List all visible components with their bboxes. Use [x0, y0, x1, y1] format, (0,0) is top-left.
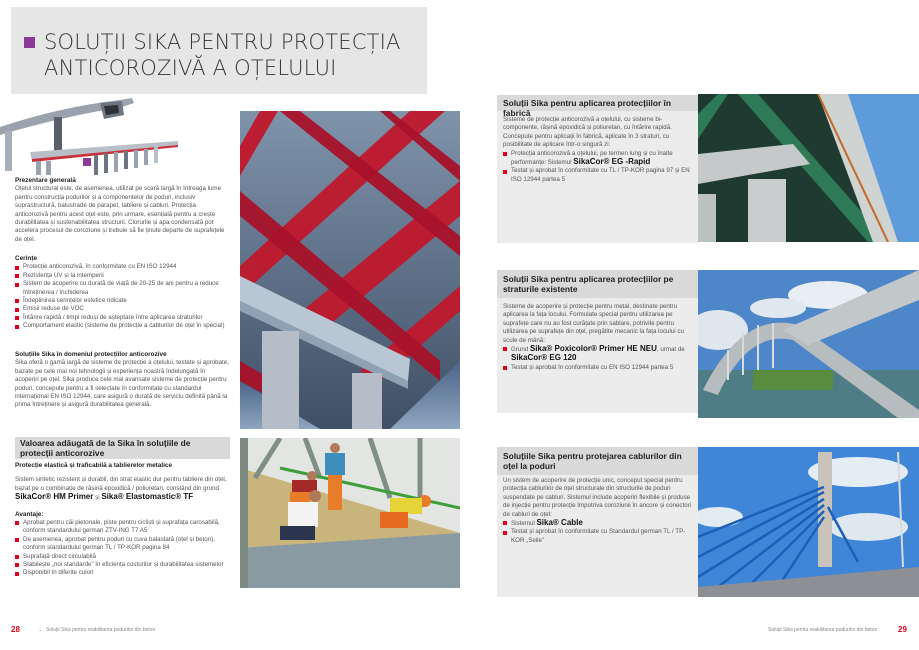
added-value-body: Sistem sintetic rezistent și durabil, din strat elastic dur pentru tabliere din oțel, bazat pe o combinație de rășină epoxidică / poliuretan, constând din grund	[15, 476, 227, 492]
requirement-item: Emisii reduse de VOC	[15, 305, 230, 313]
advantage-item: Aprobat pentru căi pietonale, piste pentru cicliști și suprafața carosabilă, conform standardului german ZTV-ING T7 A5	[15, 519, 230, 536]
workers-coating-image	[240, 438, 460, 588]
cable-stayed-bridge-image	[698, 447, 919, 597]
added-value-heading: Valoarea adăugată de la Sika în soluțiile de protecții anticorozive	[20, 438, 191, 458]
requirement-item: Protecție anticorozivă, în conformitate cu EN ISO 12944	[15, 263, 230, 271]
section-list	[503, 519, 692, 545]
section-heading: Soluții Sika pentru aplicarea protecțiilor în fabrică	[497, 95, 698, 111]
requirements-list	[15, 263, 230, 330]
section-text: Sisteme de protecție anticorozivă a oțelului, cu sisteme bi-componente, rășină epoxidică și poliuretan, cu întărire rapidă. Concepute pentru aplicații în fabrică, aplicate în 3 straturi, cu posibilitate de aplicare într-o singură zi:	[503, 116, 672, 149]
requirements-section	[15, 255, 230, 331]
requirement-item: Întărire rapidă / timpi reduși de așteptare între aplicarea straturilor	[15, 314, 230, 322]
title-line-1: SOLUȚII SIKA PENTRU PROTECȚIA	[44, 30, 401, 54]
section-item	[503, 345, 692, 364]
steel-girders-image	[240, 111, 460, 429]
section-item	[503, 519, 692, 528]
page-number-right: 29	[898, 625, 907, 634]
advantage-item: Suprafață direct circulabilă	[15, 553, 230, 561]
section-item: Testat și aprobat în conformitate cu TL / TP-KOR pagina 97 și EN ISO 12944 partea 5	[503, 167, 692, 184]
title-accent-square	[24, 37, 35, 48]
section-item: Testat și aprobat în conformitate cu EN ISO 12944 partea 5	[503, 364, 692, 372]
overview-section	[15, 177, 230, 244]
product-sikacor-eg-120: SikaCor® EG 120	[511, 353, 577, 363]
footer-text-left: Soluții Sika pentru reabilitarea podurilor din beton	[46, 627, 156, 633]
bridge-diagram-image	[0, 95, 180, 175]
added-value-heading-box	[15, 437, 230, 459]
section-text: Sisteme de acoperire și protecție pentru metal, destinate pentru aplicarea la fața locului. Formulate special pentru utilizarea pe suprafețe care nu au fost curățate prin sablare, potrivite pentru utilizarea pe suprafețe din oțel, pregătite mecanic la fața locului cu scule de mână:	[503, 303, 684, 344]
item-text: Grund	[511, 346, 529, 354]
section-item: Testat și aprobat în conformitate cu Standardul german TL / TP-KOR „Seile”	[503, 528, 692, 545]
advantages-list	[15, 519, 230, 578]
product-sika-elastomastic-tf: Sika® Elastomastic® TF	[101, 492, 194, 502]
requirement-item: Comportament elastic (sisteme de protecție a cablurilor de oțel în special)	[15, 322, 230, 330]
product-sika-poxicolor-primer: Sika® Poxicolor® Primer HE NEU	[529, 344, 657, 354]
page-number-left: 28	[11, 625, 20, 634]
solutions-section	[15, 351, 230, 410]
section-text: Un sistem de acoperire de protecție unic, conceput special pentru protecția cablurilor de oțel structurale din structurile de poduri suspendate pe cabluri. Sistemul include acoperiri flexibile și produse de injecție pentru protecție împotriva coroziunii în ancore și conectori de cabluri de oțel:	[503, 477, 692, 518]
section-item	[503, 150, 692, 168]
added-value-text	[15, 476, 230, 502]
requirement-item: Îndeplinirea cerințelor estetice ridicate	[15, 297, 230, 305]
footer-text-right: Soluții Sika pentru reabilitarea podurilor din beton	[768, 627, 878, 633]
green-truss-bridge-image	[698, 94, 919, 242]
section-cable-protection	[497, 447, 698, 597]
section-list	[503, 345, 692, 372]
title-box	[11, 7, 427, 94]
overview-text: Oțelul structural este, de asemenea, utilizat pe scară largă în întreaga lume pentru construcția podurilor și a componentelor de poduri, inclusiv suprastructură, balustrade de parapet, tabliere și cabluri. Protecția anticorozivă pentru acest oțel este, prin urmare, esențială pentru a crește durabilitatea și sustenabilitatea structurii. Clorurile și apa condensată pot accelera procesul de coroziune și trebuie să fie ținute departe de suprafețele de oțel.	[15, 185, 225, 243]
footer-arrow-icon: →	[37, 627, 42, 633]
requirement-item: Sistem de acoperire cu durată de viață de 20-25 de ani pentru a reduce întreținerea / închiderea	[15, 280, 230, 297]
requirements-heading: Cerințe	[15, 255, 38, 262]
product-sika-cable: Sika® Cable	[536, 518, 583, 528]
page-title	[44, 29, 401, 81]
overview-heading: Prezentare generală	[15, 177, 76, 184]
item-text: Sistemul	[511, 520, 535, 528]
advantage-item: De asemenea, aprobat pentru poduri cu cuva balastată (oțel și beton), conform standardului german TL / TP-KOR pagina 84	[15, 536, 230, 553]
section-factory-application	[497, 95, 698, 243]
product-sikacor-eg-rapid: SikaCor® EG -Rapid	[573, 157, 651, 167]
joiner-text: și	[95, 494, 100, 502]
section-list	[503, 150, 692, 185]
section-existing-layers	[497, 270, 698, 413]
added-value-subheading: Protecție elastică și traficabilă a tablierelor metalice	[15, 462, 173, 469]
section-heading: Soluțiile Sika pentru protejarea cablurilor din oțel la poduri	[497, 447, 698, 475]
arch-bridge-image	[698, 270, 919, 418]
advantage-item: Stabilește „noi standarde” în eficiența costurilor și durabilitatea sistemelor	[15, 561, 230, 569]
advantages-heading: Avantaje:	[15, 510, 44, 518]
item-text: Protecția anticorozivă a oțelului, pe termen lung și cu înalte performanțe: Sistemul	[511, 149, 673, 167]
solutions-text: Sika oferă o gamă largă de sisteme de protecție a oțelului, testate și aprobate, bazate pe cele mai noi tehnologii și experiența noastră îndelungată în acoperiri pe oțel. Sika produce cele mai avansate sisteme de protecție pentru poduri, concepute pentru a fi selectate în conformitate cu standardul internațional EN ISO 12944, care asigură o durată de serviciu definită până la prima întreținere și asigură durabilitatea generală.	[15, 359, 229, 409]
product-sikacor-hm-primer: SikaCor® HM Primer	[15, 492, 94, 502]
added-value-section	[15, 462, 230, 578]
item-joiner: , urmat de	[656, 346, 685, 354]
advantage-item: Disponibil în diferite culori	[15, 569, 230, 577]
solutions-heading: Soluțiile Sika în domeniul protecțiilor anticorozive	[15, 351, 167, 358]
requirement-item: Rezistența UV și la intemperii	[15, 272, 230, 280]
section-heading: Soluții Sika pentru aplicarea protecțiilor pe straturile existente	[497, 270, 698, 298]
title-line-2: ANTICOROZIVĂ A OȚELULUI	[44, 56, 337, 80]
